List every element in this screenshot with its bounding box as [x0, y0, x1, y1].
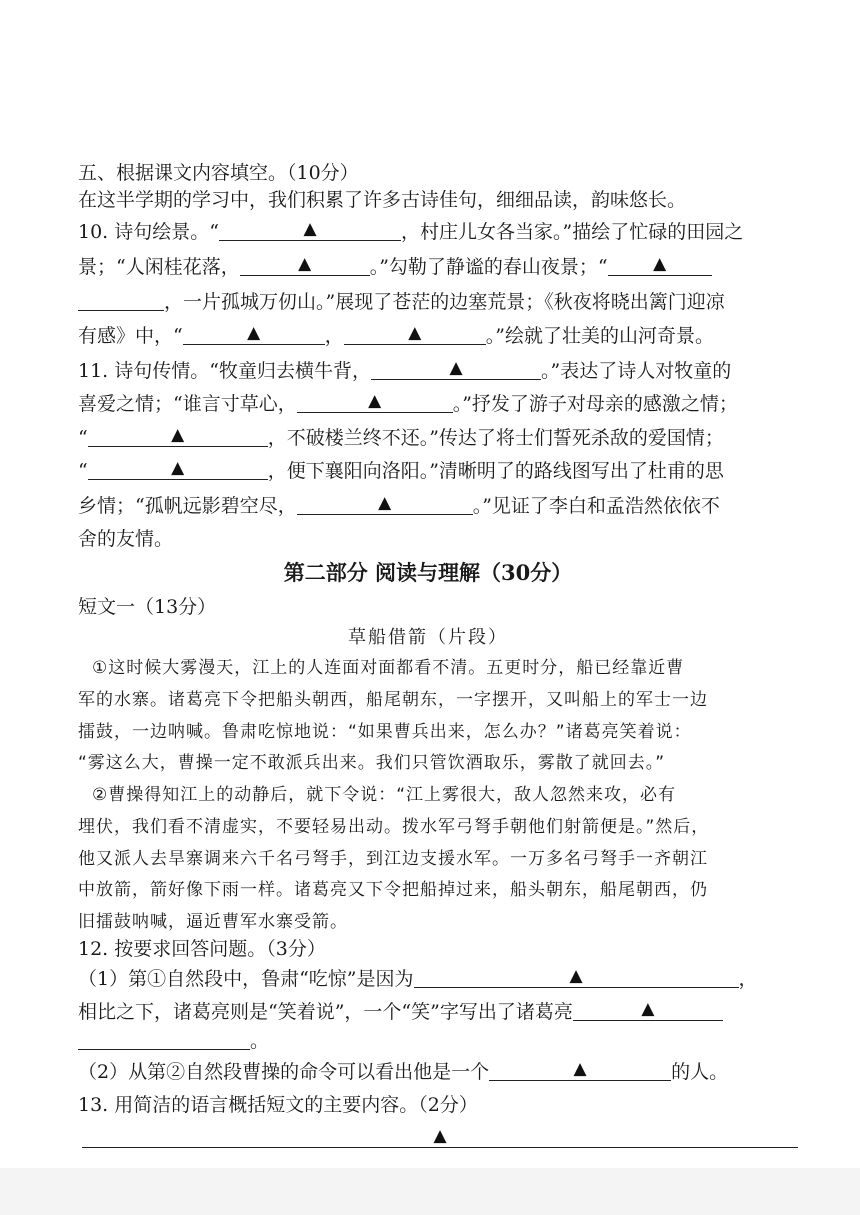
q10-line-1: 10. 诗句绘景。“ ▲ ，村庄儿女各当家。”描绘了忙碌的田园之 [78, 219, 744, 243]
triangle-icon: ▲ [247, 323, 261, 343]
q10-line-3: ，一片孤城万仞山。”展现了苍茫的边塞荒景；《秋夜将晓出篱门迎凉 [78, 288, 808, 315]
triangle-icon: ▲ [171, 425, 185, 445]
answer-blank[interactable] [344, 322, 486, 345]
answer-blank[interactable] [608, 253, 712, 276]
q12-sub1-line-3: 。 [78, 1027, 808, 1054]
triangle-icon: ▲ [171, 458, 185, 478]
q10-line-2: 景；“人闲桂花落， ▲ 。”勾勒了静谧的春山夜景；“ ▲ [78, 253, 808, 280]
q11-line-5: 乡情；“孤帆远影碧空尽， ▲ 。”见证了李白和孟浩然依依不 [78, 493, 720, 517]
triangle-icon: ▲ [449, 358, 463, 378]
triangle-icon: ▲ [368, 391, 382, 411]
answer-blank[interactable] [297, 492, 473, 515]
story-line: ①这时候大雾漫天，江上的人连面对面都看不清。五更时分，船已经靠近曹 [92, 658, 685, 678]
answer-blank[interactable] [183, 322, 325, 345]
answer-blank[interactable] [78, 288, 164, 311]
triangle-icon: ▲ [298, 254, 312, 274]
answer-blank[interactable] [88, 457, 268, 480]
story-line: 埋伏，我们看不清虚实，不要轻易出动。拨水军弓弩手朝他们射箭便是。”然后， [78, 817, 710, 837]
story-line: ②曹操得知江上的动静后，就下令说：“江上雾很大，敌人忽然来攻，必有 [92, 785, 677, 805]
triangle-icon: ▲ [569, 966, 583, 986]
story-line: “雾这么大，曹操一定不敢派兵出来。我们只管饮酒取乐，雾散了就回去。” [78, 753, 666, 773]
q12-heading: 12. 按要求回答问题。（3分） [78, 938, 326, 960]
section-heading: 五、根据课文内容填空。（10分） [78, 162, 359, 184]
answer-blank[interactable] [297, 390, 453, 413]
part-title: 第二部分 阅读与理解（30分） [283, 560, 573, 585]
triangle-icon: ▲ [303, 219, 317, 239]
q11-line-3: “ ▲ ，不破楼兰终不还。”传达了将士们誓死杀敌的爱国情； [78, 425, 724, 449]
story-line: 他又派人去旱寨调来六千名弓弩手，到江边支援水军。一万多名弓弩手一齐朝江 [78, 849, 708, 869]
q12-sub1-line-1: （1）第①自然段中，鲁肃“吃惊”是因为 ▲ ， [78, 966, 758, 990]
answer-blank[interactable] [88, 424, 268, 447]
answer-blank[interactable] [371, 357, 541, 380]
story-line: 中放箭，箭好像下雨一样。诸葛亮又下令把船掉过来，船头朝东，船尾朝西，仍 [78, 880, 708, 900]
triangle-icon: ▲ [641, 999, 655, 1019]
answer-blank[interactable] [78, 1027, 250, 1050]
story-line: 擂鼓，一边呐喊。鲁肃吃惊地说：“如果曹兵出来，怎么办？”诸葛亮笑着说： [78, 722, 692, 742]
answer-blank[interactable] [219, 218, 401, 241]
q11-line-4: “ ▲ ，便下襄阳向洛阳。”清晰明了的路线图写出了杜甫的思 [78, 458, 724, 482]
answer-blank[interactable] [240, 253, 370, 276]
story-line: 军的水寨。诸葛亮下令把船头朝西，船尾朝东，一字摆开，又叫船上的军士一边 [78, 690, 708, 710]
story-line: 旧擂鼓呐喊，逼近曹军水寨受箭。 [78, 912, 348, 932]
q11-line-2: 喜爱之情；“谁言寸草心， ▲ 。”抒发了游子对母亲的感激之情； [78, 391, 738, 415]
answer-blank[interactable] [82, 1125, 798, 1148]
triangle-icon: ▲ [378, 493, 392, 513]
scan-margin [0, 1168, 860, 1215]
q11-line-6: 舍的友情。 [78, 528, 174, 550]
passage-label: 短文一（13分） [78, 596, 217, 618]
q13-answer-line [82, 1125, 812, 1152]
q13-heading: 13. 用简洁的语言概括短文的主要内容。（2分） [78, 1094, 478, 1116]
q12-sub1-line-2: 相比之下，诸葛亮则是“笑着说”，一个“笑”字写出了诸葛亮 ▲ [78, 998, 808, 1025]
answer-blank[interactable] [489, 1058, 671, 1081]
section-intro: 在这半学期的学习中，我们积累了许多古诗佳句，细细品读，韵味悠长。 [78, 189, 687, 211]
triangle-icon: ▲ [433, 1126, 447, 1146]
answer-blank[interactable] [573, 998, 723, 1021]
triangle-icon: ▲ [653, 254, 667, 274]
triangle-icon: ▲ [573, 1059, 587, 1079]
triangle-icon: ▲ [408, 323, 422, 343]
q12-sub2: （2）从第②自然段曹操的命令可以看出他是一个 ▲ 的人。 [78, 1059, 729, 1083]
q10-line-4: 有感》中，“ ▲ ， ▲ 。”绘就了壮美的山河奇景。 [78, 323, 714, 347]
answer-blank[interactable] [414, 965, 739, 988]
q11-line-1: 11. 诗句传情。“牧童归去横牛背， ▲ 。”表达了诗人对牧童的 [78, 358, 732, 382]
story-title: 草船借箭（片段） [348, 627, 508, 648]
